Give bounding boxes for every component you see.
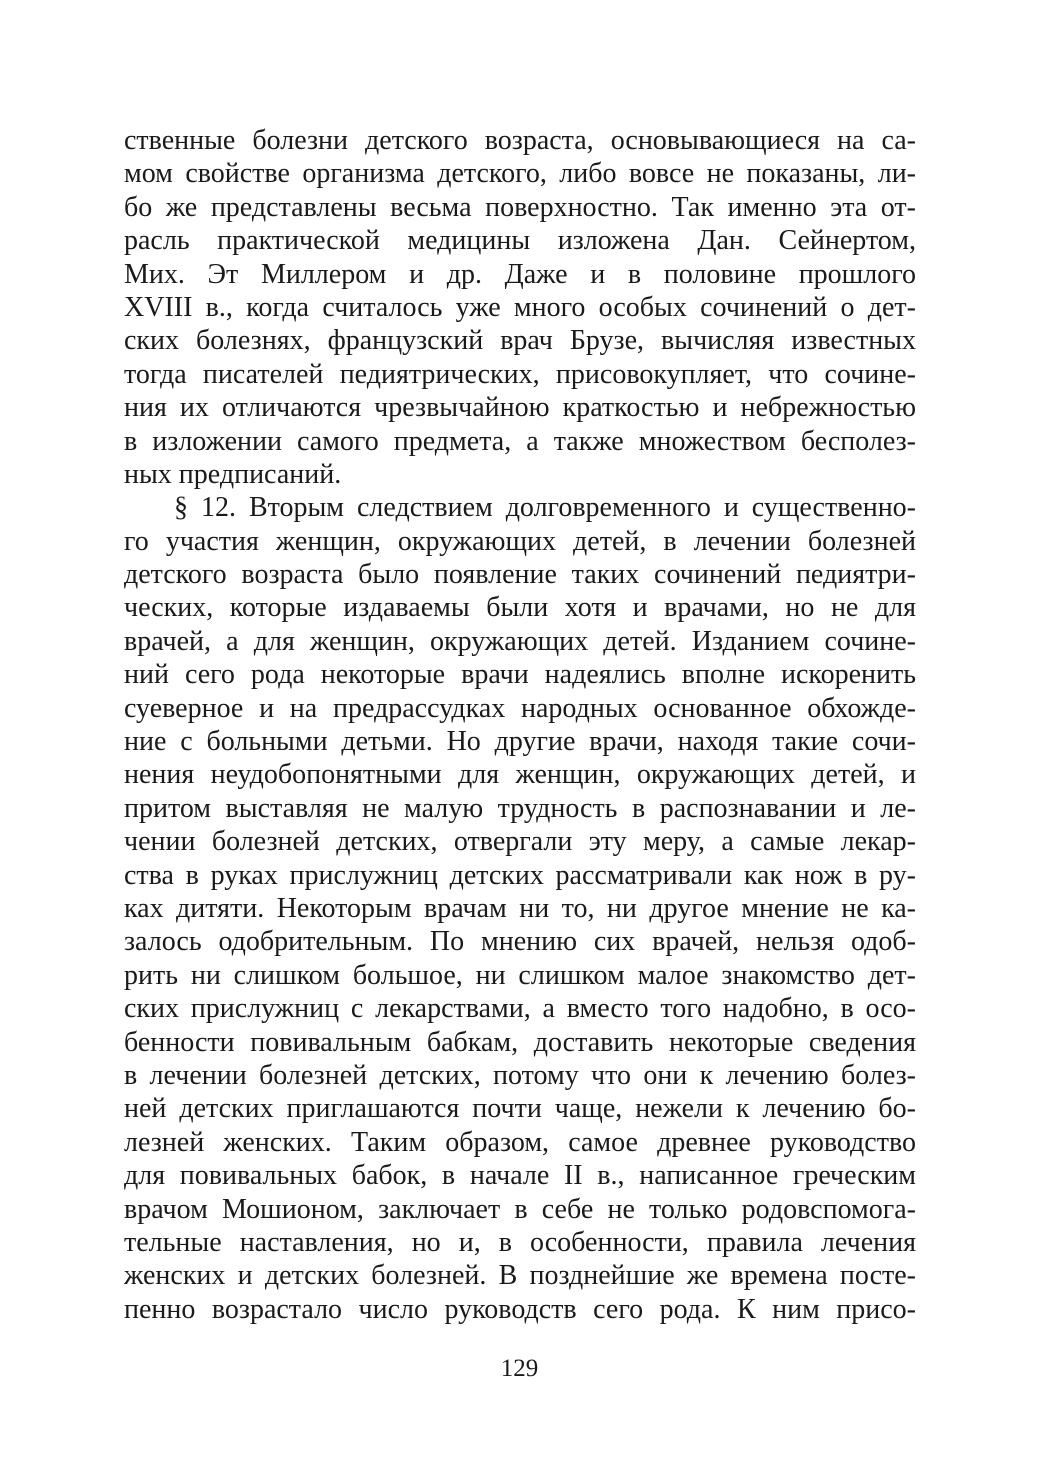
- text-line: суеверное и на предрассудках народных основанное обхожде-: [124, 692, 916, 724]
- text-line: лезней женских. Таким образом, самое древнее руководство: [124, 1126, 916, 1158]
- body-text: [124, 124, 916, 1326]
- text-line: Мих. Эт Миллером и др. Даже и в половине прошлого: [124, 258, 916, 290]
- text-line: тельные наставления, но и, в особенности, правила лечения: [124, 1226, 916, 1258]
- text-line: врачей, а для женщин, окружающих детей. Изданием сочине-: [124, 625, 916, 657]
- text-line: рить ни слишком большое, ни слишком малое знакомство дет-: [124, 959, 916, 991]
- page-number: 129: [500, 1355, 539, 1382]
- text-line: бенности повивальным бабкам, доставить некоторые сведения: [124, 1026, 916, 1058]
- text-line: ческих, которые издаваемы были хотя и врачами, но не для: [124, 592, 916, 624]
- text-line: расль практической медицины изложена Дан. Сейнертом,: [124, 225, 916, 257]
- text-line: ния их отличаются чрезвычайною краткостью и небрежностью: [124, 392, 916, 424]
- text-line: XVIII в., когда считалось уже много особых сочинений о дет-: [124, 291, 916, 323]
- text-line: ней детских приглашаются почти чаще, нежели к лечению бо-: [124, 1093, 916, 1125]
- text-line: чении болезней детских, отвергали эту меру, а самые лекар-: [124, 826, 916, 858]
- text-line: тогда писателей педиятрических, присовокупляет, что сочине-: [124, 358, 916, 390]
- text-line: ках дитяти. Некоторым врачам ни то, ни другое мнение не ка-: [124, 892, 916, 924]
- text-line: ственные болезни детского возраста, основывающиеся на са-: [124, 125, 916, 156]
- text-line: ства в руках прислужниц детских рассматривали как нож в ру-: [124, 859, 916, 891]
- text-line: нения неудобопонятными для женщин, окружающих детей, и: [124, 759, 916, 791]
- text-line: ских прислужниц с лекарствами, а вместо того надобно, в осо-: [124, 993, 916, 1025]
- text-line: детского возраста было появление таких сочинений педиятри-: [124, 559, 916, 591]
- text-line: ских болезнях, французский врач Брузе, вычисляя известных: [124, 325, 916, 357]
- text-line: в изложении самого предмета, а также множеством бесполез-: [124, 425, 916, 457]
- text-line: для повивальных бабок, в начале II в., написанное греческим: [124, 1160, 916, 1192]
- text-line: притом выставляя не малую трудность в распознавании и ле-: [124, 792, 916, 824]
- text-line: ний сего рода некоторые врачи надеялись вполне искоренить: [124, 659, 916, 691]
- text-line-paragraph-start: § 12. Вторым следствием долговременного и существенно-: [174, 492, 916, 524]
- text-line: залось одобрительным. По мнению сих врачей, нельзя одоб-: [124, 926, 916, 958]
- text-line: врачом Мошионом, заключает в себе не только родовспомога-: [124, 1193, 916, 1225]
- text-line: мом свойстве организма детского, либо вовсе не показаны, ли-: [124, 158, 916, 190]
- text-line: в лечении болезней детских, потому что они к лечению болез-: [124, 1059, 916, 1091]
- text-line: го участия женщин, окружающих детей, в лечении болезней: [124, 525, 916, 557]
- text-line: пенно возрастало число руководств сего рода. К ним присо-: [124, 1293, 916, 1325]
- text-line: бо же представлены весьма поверхностно. Так именно эта от-: [124, 191, 916, 223]
- text-line: женских и детских болезней. В позднейшие же времена посте-: [124, 1260, 916, 1292]
- text-line: ние с больными детьми. Но другие врачи, находя такие сочи-: [124, 726, 916, 758]
- text-line-paragraph-end: ных предписаний.: [124, 458, 342, 490]
